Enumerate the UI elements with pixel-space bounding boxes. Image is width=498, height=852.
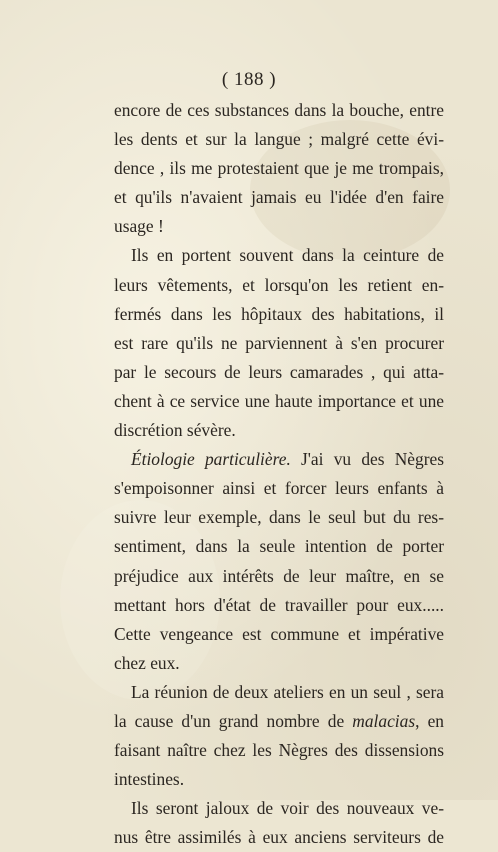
text-line: faisant naître chez les Nègres des dissensions <box>114 740 444 761</box>
text-line: dence , ils me protestaient que je me trompais, <box>114 158 444 179</box>
text-line: sentiment, dans la seule intention de porter <box>114 536 444 557</box>
text-line: Ils seront jaloux de voir des nouveaux ve- <box>131 798 444 819</box>
text-line: leurs vêtements, et lorsqu'on les retient en- <box>114 274 444 295</box>
text-line: et qu'ils n'avaient jamais eu l'idée d'en faire <box>114 187 444 208</box>
text-line: chent à ce service une haute importance et une <box>114 390 444 411</box>
text-line: les dents et sur la langue ; malgré cette évi- <box>114 129 444 150</box>
page-number: ( 188 ) <box>221 69 277 90</box>
text-line <box>114 707 444 736</box>
text-line: mettant hors d'état de travailler pour eux..... <box>114 594 444 615</box>
text-line: est rare qu'ils ne parviennent à s'en procurer <box>114 332 444 353</box>
text-line: Cette vengeance est commune et impérative <box>114 623 444 644</box>
section-lead-italic: Étiologie particulière. <box>131 449 291 470</box>
text-line: nus être assimilés à eux anciens serviteurs de <box>114 827 444 848</box>
text-line: fermés dans les hôpitaux des habitations, il <box>114 303 444 324</box>
text-line: Ils en portent souvent dans la ceinture de <box>131 245 444 266</box>
italic-term: malacias <box>352 710 416 731</box>
text-line <box>114 445 444 474</box>
text-line: usage ! <box>114 216 164 237</box>
text-line: chez eux. <box>114 652 180 673</box>
body-text <box>114 96 444 852</box>
text-line: s'empoisonner ainsi et forcer leurs enfants à <box>114 478 444 499</box>
text-line: préjudice aux intérêts de leur maître, en se <box>114 565 444 586</box>
text-fragment: la cause d'un grand nombre de <box>114 710 353 731</box>
text-line: encore de ces substances dans la bouche, entre <box>114 100 444 120</box>
text-fragment: J'ai vu des Nègres <box>290 449 444 470</box>
text-line: par le secours de leurs camarades , qui atta- <box>114 361 444 382</box>
text-line: discrétion sévère. <box>114 420 236 441</box>
text-line: suivre leur exemple, dans le seul but du res- <box>114 507 444 528</box>
text-line: intestines. <box>114 769 185 790</box>
text-fragment: , en <box>415 710 444 731</box>
text-line: La réunion de deux ateliers en un seul , sera <box>131 681 444 702</box>
